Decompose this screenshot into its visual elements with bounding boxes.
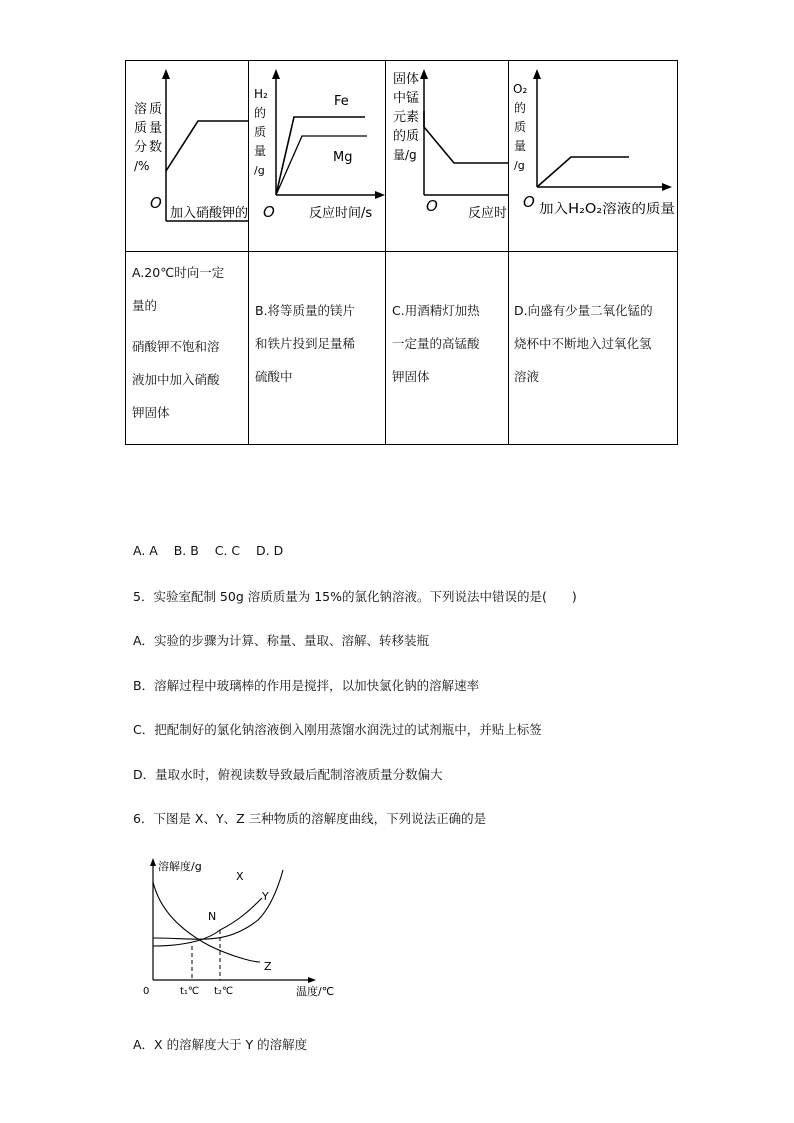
desc-c-line-3: 钾固体 [392, 369, 430, 384]
q6-option-a: A．X 的溶解度大于 Y 的溶解度 [133, 1037, 308, 1052]
graph-c-ylabel-3: 元素 [393, 110, 420, 125]
graph-d-ylabel-4: 量 [514, 139, 527, 153]
t1-label: t₁℃ [180, 986, 200, 997]
graph-b-line-fe: Fe [334, 94, 349, 109]
desc-a-line-2: 量的 [132, 298, 158, 313]
graph-b-origin: O [263, 203, 275, 221]
desc-a-line-4: 液加中加入硝酸 [132, 372, 220, 387]
q6-stem: 6．下图是 X、Y、Z 三种物质的溶解度曲线，下列说法正确的是 [133, 811, 487, 826]
t2-label: t₂℃ [214, 986, 234, 997]
q5-option-b: B．溶解过程中玻璃棒的作用是搅拌，以加快氯化钠的溶解速率 [133, 678, 480, 693]
desc-d-line-3: 溶液 [514, 369, 540, 384]
graph-cell-b [249, 61, 386, 252]
graph-a-ylabel-4: 量 [149, 121, 163, 136]
graph-d-xlabel: 加入H₂O₂溶液的质量 [539, 202, 661, 217]
desc-b-line-2: 和铁片投到足量稀 [255, 336, 356, 351]
desc-c-line-2: 一定量的高锰酸 [392, 336, 480, 351]
graph-cell-a [126, 61, 249, 252]
graph-b-ylabel-1: H₂ [254, 87, 268, 101]
q5-option-c: C．把配制好的氯化钠溶液倒入刚用蒸馏水润洗过的试剂瓶中，并贴上标签 [133, 722, 542, 737]
graph-c-ylabel-1: 固体 [393, 72, 420, 87]
curve-z-label: Z [264, 960, 272, 973]
solubility-ylabel: 溶解度/g [158, 860, 202, 873]
graph-c-ylabel-5: 量/g [393, 148, 417, 162]
graph-c-ylabel-4: 的质 [393, 129, 420, 144]
desc-c-line-1: C.用酒精灯加热 [392, 303, 480, 318]
graph-cell-d [509, 61, 678, 252]
graph-d-ylabel-3: 质 [514, 120, 527, 134]
graph-a-ylabel-7: /% [134, 159, 150, 173]
graph-c-ylabel-2: 中锰 [393, 91, 420, 106]
q5-option-a: A．实验的步骤为计算、称量、量取、溶解、转移装瓶 [133, 633, 430, 648]
graph-d-origin: O [523, 193, 535, 211]
desc-cell-b [249, 252, 386, 445]
graph-d-ylabel-2: 的 [514, 101, 527, 115]
graph-a [126, 61, 248, 251]
solubility-graph [140, 850, 350, 1000]
graph-b-ylabel-2: 的 [254, 106, 267, 120]
graph-a-xlabel: 加入硝酸钾的 [170, 206, 248, 221]
solubility-xlabel: 温度/℃ [296, 985, 335, 998]
point-n-label: N [208, 910, 217, 923]
q5-option-d: D．量取水时，俯视读数导致最后配制溶液质量分数偏大 [133, 767, 443, 782]
graph-cell-c [386, 61, 509, 252]
graph-b-ylabel-3: 质 [254, 125, 267, 139]
graph-b-line-mg: Mg [333, 150, 353, 165]
curve-x-label: X [236, 870, 244, 883]
desc-cell-d [509, 252, 678, 445]
graph-d [509, 61, 677, 251]
graph-b [249, 61, 385, 251]
q4-table [125, 60, 678, 445]
graph-c [386, 61, 508, 251]
graph-c-xlabel: 反应时 [468, 206, 508, 221]
curve-y-label: Y [262, 890, 269, 903]
origin-label: 0 [143, 986, 150, 997]
graph-d-ylabel-1: O₂ [513, 82, 528, 96]
desc-cell-c [386, 252, 509, 445]
q4-options: A. A B. B C. C D. D [133, 543, 284, 558]
desc-d-line-2: 烧杯中不断地入过氧化氢 [514, 336, 652, 351]
graph-a-ylabel-2: 质 [149, 102, 163, 117]
graph-a-ylabel-1: 溶 [134, 102, 148, 117]
desc-a-line-3: 硝酸钾不饱和溶 [132, 339, 220, 354]
desc-d-line-1: D.向盛有少量二氧化锰的 [514, 303, 653, 318]
q5-stem: 5．实验室配制 50g 溶质质量为 15%的氯化钠溶液。下列说法中错误的是( ) [133, 589, 577, 604]
graph-a-ylabel-3: 质 [134, 121, 148, 136]
desc-b-line-1: B.将等质量的镁片 [255, 303, 356, 318]
graph-a-origin: O [150, 194, 162, 212]
graph-b-ylabel-4: 量 [254, 144, 267, 158]
graph-c-origin: O [426, 197, 438, 215]
graph-a-ylabel-6: 数 [149, 140, 163, 155]
graph-a-ylabel-5: 分 [134, 140, 148, 155]
graph-b-xlabel: 反应时间/s [309, 206, 373, 221]
desc-a-line-5: 钾固体 [132, 405, 170, 420]
desc-cell-a [126, 252, 249, 445]
graph-d-ylabel-5: /g [514, 159, 525, 172]
desc-b-line-3: 硫酸中 [255, 369, 293, 384]
desc-a-line-1: A.20℃时向一定 [132, 265, 225, 280]
graph-b-ylabel-5: /g [254, 164, 265, 177]
